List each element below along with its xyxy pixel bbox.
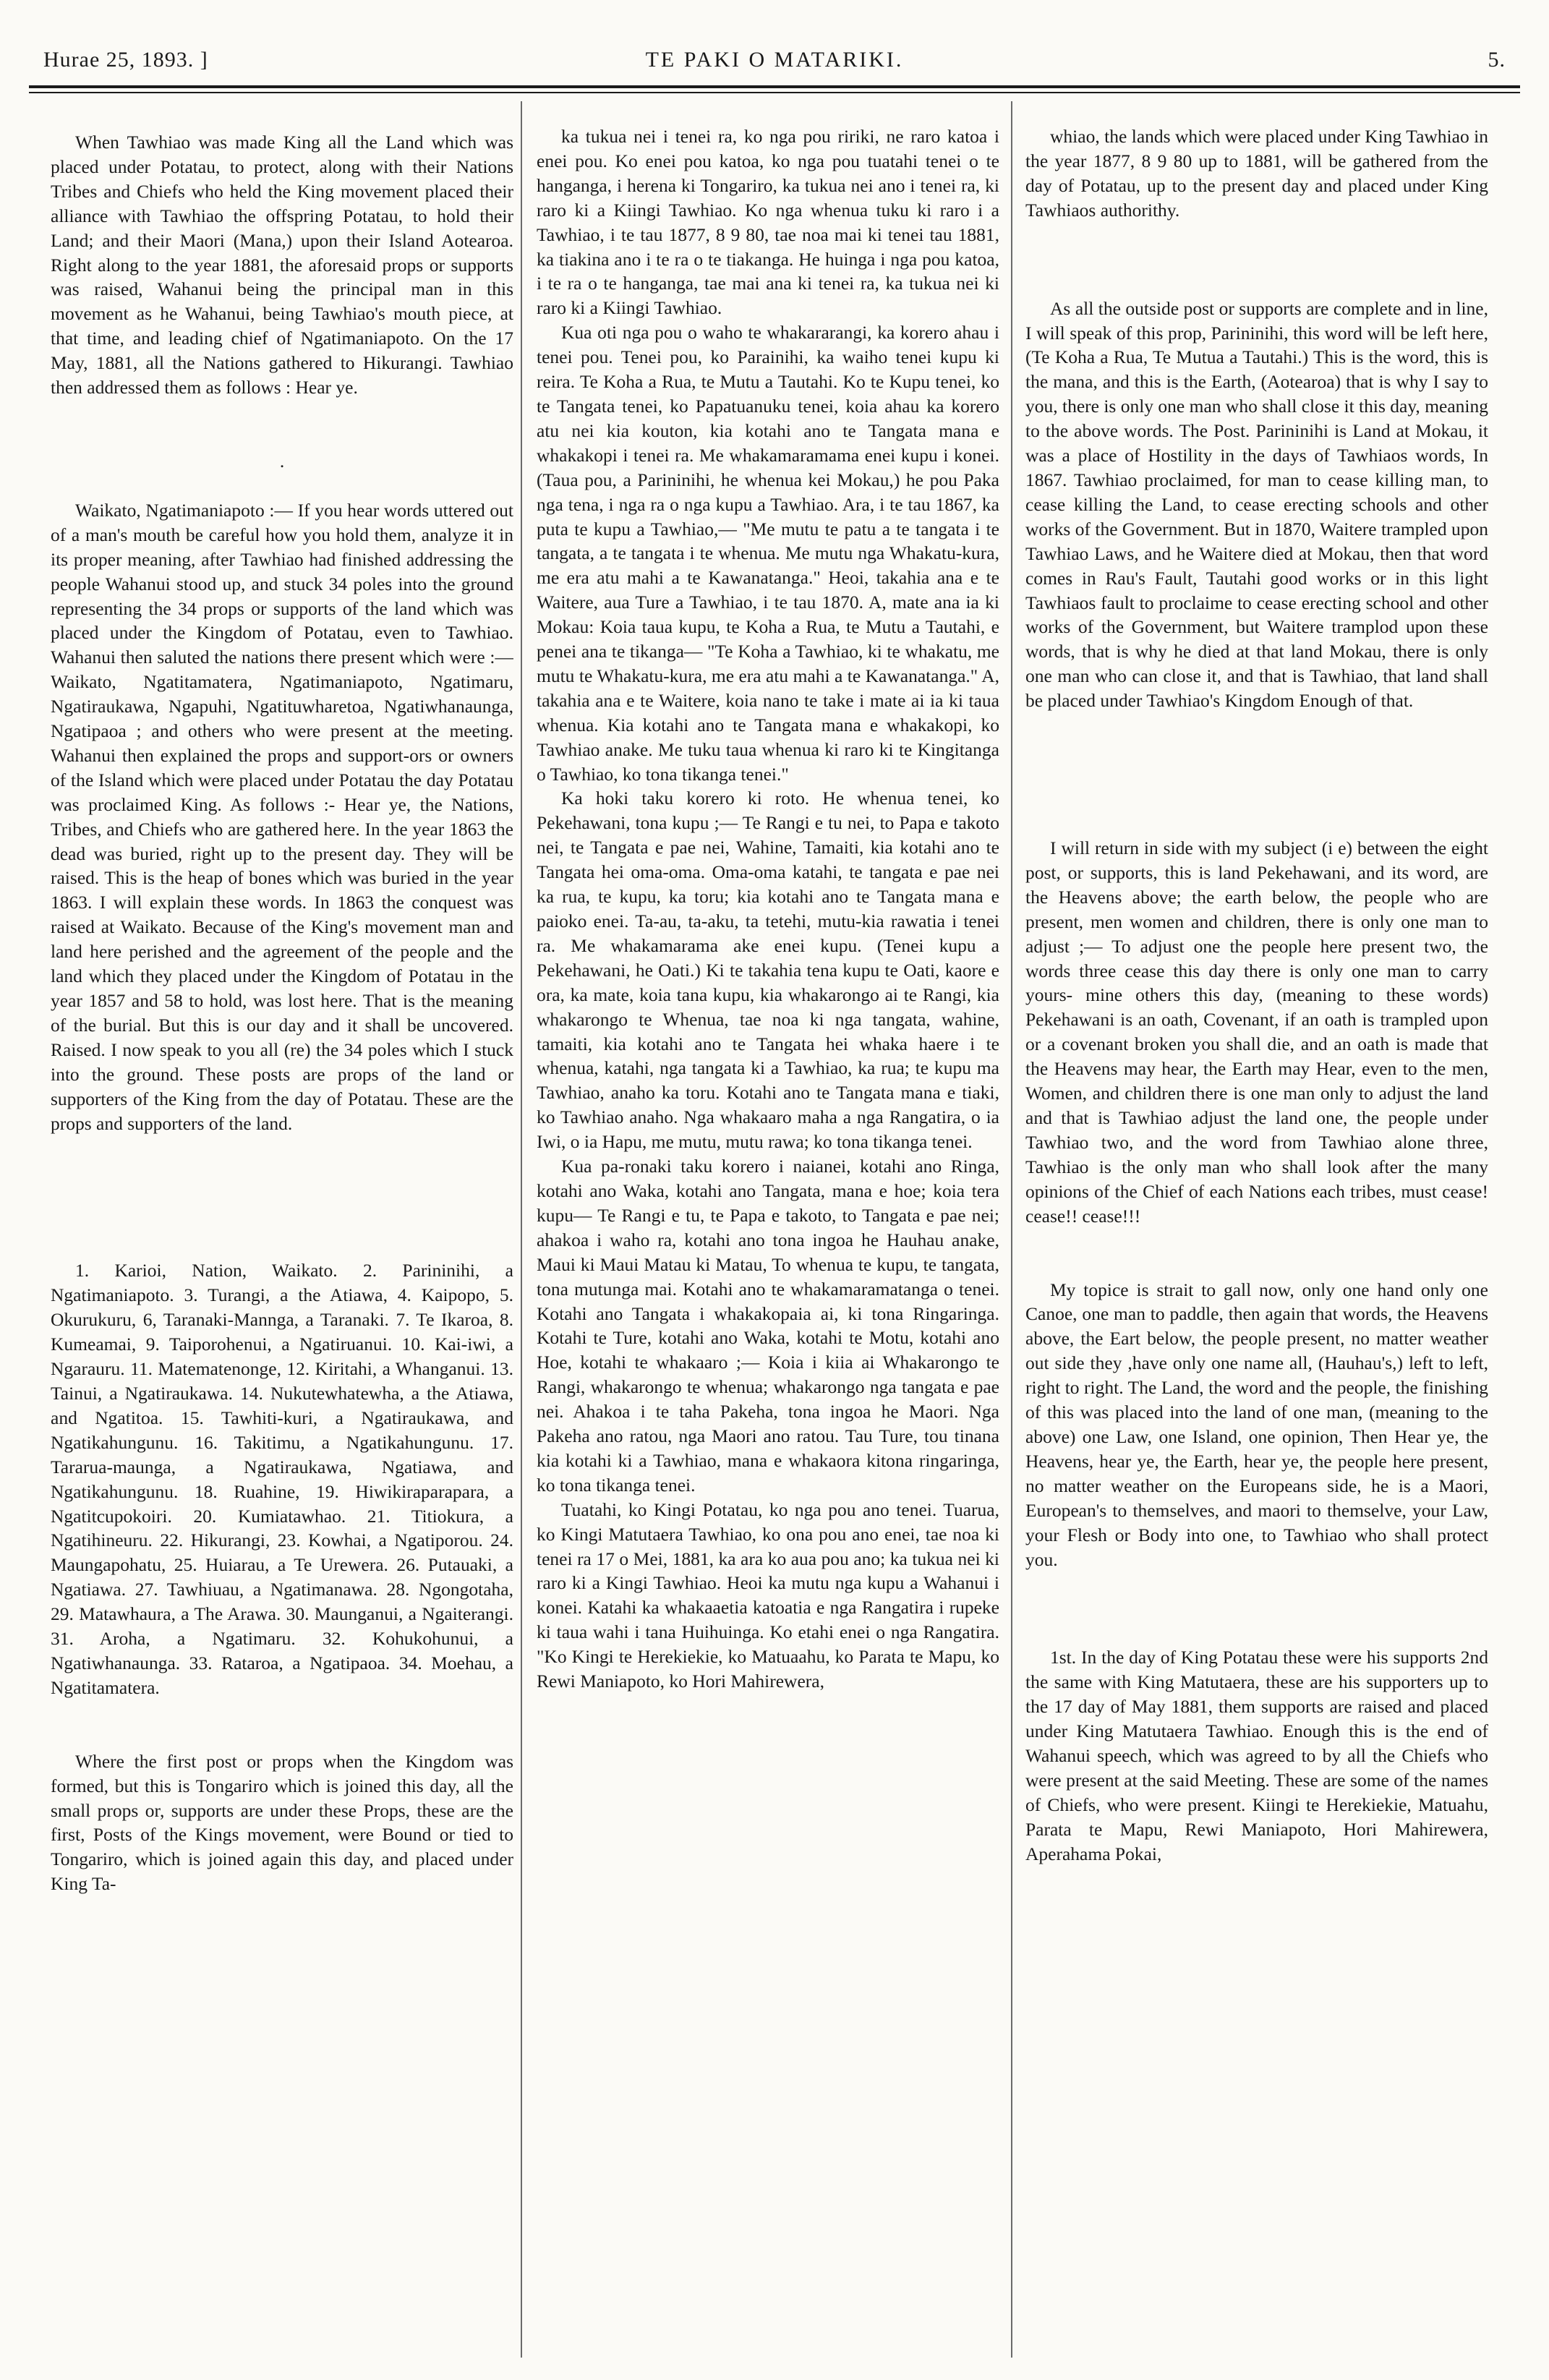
- header-rule-thick: [29, 85, 1520, 88]
- article-paragraph: Kua oti nga pou o waho te whakararangi, ka korero ahau i tenei pou. Tenei pou, ko Parainihi, ka waiho tenei kupu ki reira. Te Koha a Rua, te Mutu a Tautahi. Ko te Kupu tenei, ko te Tangata tenei, ko Papatuanuku tenei, koia ahau ka korero atu nei kia kouton, kia kotahi ano te Tangata mana e whakakopi i tenei ra. Me whakamaramama enei kupu i konei. (Taua pou, a Parininihi, he whenua kei Mokau,) he pou Paka nga tena, i nga ra o nga kupu a Tawhiao. Ara, i te tau 1867, ka puta te kupu a Tawhiao,— "Me mutu te patu a te tangata i te tangata, a te tangata i te whenua. Me mutu nga Whakatu-kura, me era atu mahi a te Kawanatanga." Heoi, takahia ana e te Waitere, aua Ture a Tawhiao, i te tau 1870. A, mate ana ia ki Mokau: Koia taua kupu, te Koha a Rua, te Mutu a Tautahi, e penei ana te tikanga— "Te Koha a Tawhiao, ki te whakatu, me mutu te Whakatu-kura, me era atu mahi a te Kawanatanga." A, takahia ana e te Waitere, koia nano te take i mate ai ia ki taua whenua. Kia kotahi ano te Tangata mana e whakakopi, ko Tawhiao anake. Me tuku taua whenua ki raro ki te Kingitanga o Tawhiao, ko tona tikanga tenei.": [537, 322, 999, 785]
- props-list: 1. Karioi, Nation, Waikato. 2. Parininihi, a Ngatimaniapoto. 3. Turangi, a the Atiawa, 4. Kaipopo, 5. Okurukuru, 6, Taranaki-Mannga, a Taranaki. 7. Te Ikaroa, 8. Kumeamai, 9. Taiporohenui, a Ngatiruanui. 10. Kai-iwi, a Ngarauru. 11. Matematenonge, 12. Kiritahi, a Whanganui. 13. Tainui, a Ngatiraukawa. 14. Nukutewhatewha, a the Atiawa, and Ngatitoa. 15. Tawhiti-kuri, a Ngatiraukawa, and Ngatikahungunu. 16. Takitimu, a Ngatikahungunu. 17. Tararua-maunga, a Ngatiraukawa, Ngatiawa, and Ngatikahungunu. 18. Ruahine, 19. Hiwikiraparapara, a Ngatitcupokoiri. 20. Kumiatawhao. 21. Titiokura, a Ngatihineuru. 22. Hikurangi, 23. Kowhai, a Ngatiporou. 24. Maungapohatu, 25. Huiarau, a Te Urewera. 26. Putauaki, a Ngatiawa. 27. Tawhiuau, a Ngatimanawa. 28. Ngongotaha, 29. Matawhaura, a The Arawa. 30. Maunganui, a Ngaiterangi. 31. Aroha, a Ngatimaru. 32. Kohukohunui, a Ngatiwhanaunga. 33. Rataroa, a Ngatipaoa. 34. Moehau, a Ngatitamatera.: [51, 1260, 513, 1698]
- header-rule-thin: [29, 92, 1520, 93]
- article-paragraph: Waikato, Ngatimaniapoto :— If you hear words uttered out of a man's mouth be careful how you hold them, analyze it in its proper meaning, after Tawhiao had finished addressing the people Wahanui stood up, and stuck 34 poles into the ground representing the 34 props or supports of the land which was placed under the Kingdom of Potatau, even to Tawhiao. Wahanui then saluted the nations there present which were :— Waikato, Ngatitamatera, Ngatimaniapoto, Ngatimaru, Ngatiraukawa, Ngapuhi, Ngatituwharetoa, Ngatiwhanaunga, Ngatipaoa ; and others who were present at the meeting. Wahanui then explained the props and support-ors or owners of the Island which were placed under Potatau the day Potatau was proclaimed King. As follows :- Hear ye, the Nations, Tribes, and Chiefs who are gathered here. In the year 1863 the dead was buried, right up to the present day. They will be raised. This is the heap of bones which was buried in the year 1863. I will explain these words. In 1863 the conquest was raised at Waikato. Because of the King's movement man and land here perished and the agreement of the people and the land which they placed under the Kingdom of Potatau in the year 1857 and 58 to hold, was lost here. That is the meaning of the burial. But this is our day and it shall be uncovered. Raised. I now speak to you all (re) the 34 poles which I stuck into the ground. These posts are props of the land or supporters of the King from the day of Potatau. These are the props and supporters of the land.: [51, 499, 513, 1134]
- newspaper-title: TE PAKI O MATARIKI.: [645, 48, 904, 72]
- column-maori: [537, 124, 999, 2359]
- column-english-left: [51, 130, 513, 2365]
- article-paragraph: I will return in side with my subject (i e) between the eight post, or supports, this is land Pekehawani, and its word, are the Heavens above; the earth below, the people who are present, men women and children, there is only one man to adjust ;— To adjust one the people here present two, the words three cease this day there is only one man to carry yours- mine others this day, (meaning to these words) Pekehawani is an oath, Covenant, if an oath is trampled upon or a covenant broken you shall die, and an oath is made that the Heavens may hear, the Earth may Hear, even to the men, Women, and children there is one man only to adjust the land and that is Tawhiao adjust the land one, the people under Tawhiao two, and the word from Tawhiao alone three, Tawhiao is the only man who shall look after the many opinions of the Chief of each Nations each tribes, must cease! cease!! cease!!!: [1025, 837, 1488, 1227]
- article-paragraph: Kua pa-ronaki taku korero i naianei, kotahi ano Ringa, kotahi ano Waka, kotahi ano Tangata, mana e hoe; koia tera kupu— Te Rangi e tu, te Papa e takoto, to Tangata e pae nei; ahakoa i waho ra, kotahi ano tona ingoa he Hauhau anake, Maui ki Maui Matau ki Matau, To whenua te kupu, te tangata, tona mutunga mai. Kotahi ano te whakamaramatanga o tenei. Kotahi ano Tangata i whakakopaia ai, ki tona Ringaringa. Kotahi te Ture, kotahi ano Waka, kotahi te Motu, kotahi ano Hoe, kotahi te whakaaro ;— Koia i kiia ai Whakarongo te Rangi, whakarongo te whenua; whakarongo nga tangata e pae nei. Ahakoa i te taha Pakeha, tona ingoa he Maori. Nga Pakeha ano ratou, nga Maori ano ratou. Tau Ture, tou tinana kia kotahi ki a Tawhiao, mana e whakaora kitona ringaringa, ko tona tikanga tenei.: [537, 1156, 999, 1496]
- article-paragraph: Where the first post or props when the Kingdom was formed, but this is Tongariro which is joined this day, all the small props or, supports are under these Props, these are the first, Posts of the Kings movement, were Bound or tied to Tongariro, which is joined again this day, and placed under King Ta-: [51, 1750, 513, 1895]
- issue-date: Hurae 25, 1893. ]: [43, 48, 208, 72]
- article-paragraph: Ka hoki taku korero ki roto. He whenua tenei, ko Pekehawani, tona kupu ;— Te Rangi e tu nei, to Papa e takoto nei, te Tangata e pae nei, Wahine, Tamaiti, kia kotahi ano te Tangata hei oma-oma. Oma-oma katahi, te tangata e pae nei ka rua, te kupu, ka toru; kia kotahi ano te Tangata mana e paioko enei. Ta-au, ta-aku, ta tetehi, mutu-kia rawatia i tenei ra. Me whakamarama ake enei kupu. (Tenei kupu a Pekehawani, he Oati.) Ki te takahia tena kupu te Oati, kaore e ora, ka mate, koia tana kupu, kia whakarongo ai te Rangi, kia whakarongo te Whenua, tae noa ki nga tangata, wahine, tamaiti, kia kotahi ano te Tangata hei whaka haere i te whenua, katahi, nga tangata ki a Tawhiao, ka rua; te kupu ma Tawhiao, anaho ka toru. Kotahi ano te Tangata mana e tiaki, ko Tawhiao anaho. Nga whakaaro maha a nga Rangatira, o ia Iwi, o ia Hapu, me mutu, mutu rawa; ko tona tikanga tenei.: [537, 788, 999, 1153]
- column-divider-2: [1011, 101, 1012, 2358]
- section-dot: .: [279, 450, 285, 472]
- article-paragraph: whiao, the lands which were placed under King Tawhiao in the year 1877, 8 9 80 up to 1881, will be gathered from the day of Potatau, up to the present day and placed under King Tawhiaos authorithy.: [1025, 126, 1488, 221]
- article-paragraph: When Tawhiao was made King all the Land which was placed under Potatau, to protect, along with their Nations Tribes and Chiefs who held the King movement placed their alliance with Tawhiao the offspring Potatau, to hold their Land; and their Maori (Mana,) upon their Island Aotearoa. Right along to the year 1881, the aforesaid props or supports was raised, Wahanui being the principal man in this movement as he Wahanui, being Tawhiao's mouth piece, at that time, and leading chief of Ngatimaniapoto. On the 17 May, 1881, all the Nations gathered to Hikurangi. Tawhiao then addressed them as follows : Hear ye.: [51, 132, 513, 398]
- article-paragraph: My topice is strait to gall now, only one hand only one Canoe, one man to paddle, then again that words, the Heavens above, the Eart below, the people present, no matter weather out side they ,have only one name all, (Hauhau's,) left to left, right to right. The Land, the word and the people, the finishing of this was placed into the land of one man, (meaning to the above) one Law, one Island, one opinion, Then Hear ye, the Heavens, hear ye, the Earth, hear ye, the people here present, no matter weather on the Europeans side, he is a Maori, European's to themselves, and maori to themselve, your Law, your Flesh or Body into one, to Tawhiao who shall protect you.: [1025, 1279, 1488, 1570]
- column-divider-1: [521, 101, 522, 2358]
- page-header: [29, 42, 1520, 80]
- article-paragraph: 1st. In the day of King Potatau these were his supports 2nd the same with King Matutaera, these are his supporters up to the 17 day of May 1881, them supports are raised and placed under King Matutaera Tawhiao. Enough this is the end of Wahanui speech, which was agreed to by all the Chiefs who were present at the said Meeting. These are some of the names of Chiefs, who were present. Kiingi te Herekiekie, Matuahu, Parata te Mapu, Rewi Maniapoto, Hori Mahirewera, Aperahama Pokai,: [1025, 1647, 1488, 1864]
- article-paragraph: ka tukua nei i tenei ra, ko nga pou ririki, ne raro katoa i enei pou. Ko enei pou katoa, ko nga pou tuatahi tenei o te hanganga, i herena ki Tongariro, ka tukua nei ano i tenei ra, ki raro ki a Kiingi Tawhiao. Ko nga whenua tuku ki raro i a Tawhiao, i te tau 1877, 8 9 80, tae noa mai ki tenei tau 1881, ka tiakina ano i te ra o te tiakanga. He huinga i nga pou katoa, i te ra o te hanganga, tae mai ana ki tenei ra, ka tukua nei ki raro ki a Kiingi Tawhiao.: [537, 126, 999, 319]
- article-paragraph: As all the outside post or supports are complete and in line, I will speak of this prop, Parininihi, this word will be left here, (Te Koha a Rua, Te Mutua a Tautahi.) This is the word, this is the mana, and this is the Earth, (Aotearoa) that is why I say to you, there is only one man who shall close it this day, meaning to the above words. The Post. Parininihi is Land at Mokau, it was a place of Hostility in the days of Tawhiaos words, In 1867. Tawhiao proclaimed, for man to cease killing man, to cease killing the Land, to cease erecting schools and other works of the Government. But in 1870, Waitere trampled upon Tawhiao Laws, and he Waitere died at Mokau, then that word comes in Rau's Fault, Tautahi good works or in this light Tawhiaos fault to proclaime to cease erecting school and other works of the Government, but Waitere tramplod upon these words, that is why he died at that land Mokau, there is only one man who can close it, and that is Tawhiao, that land shall be placed under Tawhiao's Kingdom Enough of that.: [1025, 297, 1488, 712]
- article-paragraph: Tuatahi, ko Kingi Potatau, ko nga pou ano tenei. Tuarua, ko Kingi Matutaera Tawhiao, ko ona pou ano enei, tae noa ki tenei ra 17 o Mei, 1881, ka ara ko aua pou ano; ka tukua nei ki raro ki a Kingi Tawhiao. Heoi ka mutu nga kupu a Wahanui i konei. Katahi ka whakaaetia katoatia e nga Rangatira i rupeke ki taua wahi i tana Huihuinga. Ko etahi enei o nga Rangatira. "Ko Kingi te Herekiekie, ko Matuaahu, ko Parata te Mapu, ko Rewi Maniapoto, ko Hori Mahirewera,: [537, 1498, 999, 1692]
- page-number: 5.: [1488, 48, 1506, 72]
- column-english-right: [1025, 124, 1488, 2359]
